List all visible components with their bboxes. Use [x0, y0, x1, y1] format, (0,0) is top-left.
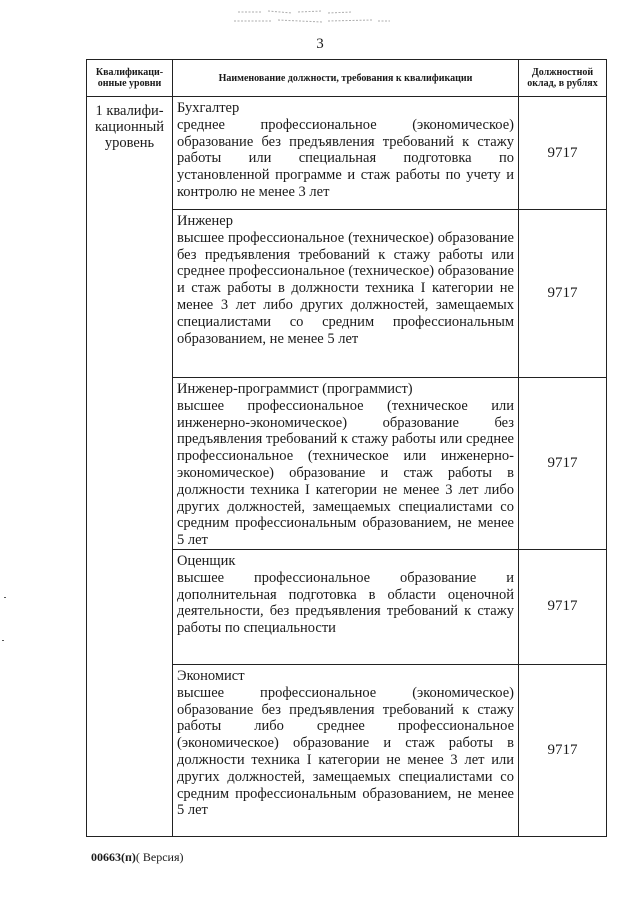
- position-title: Оценщик: [177, 552, 236, 569]
- position-cell: [173, 549, 519, 664]
- qualification-level-cell: 1 квалифи-кационный уровень: [87, 97, 173, 837]
- salary-cell: 9717: [519, 97, 607, 210]
- position-requirements: высшее профессиональное образование и дополнительная подготовка в области оценочной деятельности, без предъявления требований к стажу работы по специальности: [177, 569, 514, 637]
- document-code: 00663(п): [91, 850, 136, 864]
- document-version: ( Версия): [135, 850, 184, 864]
- position-title: Экономист: [177, 667, 245, 684]
- qualification-table: [86, 59, 607, 837]
- blurred-stamp-header: [232, 4, 392, 26]
- position-cell: [173, 664, 519, 836]
- position-title: Инженер: [177, 213, 233, 229]
- position-title: Инженер-программист (программист): [177, 381, 413, 397]
- position-cell: [173, 378, 519, 550]
- position-title: Бухгалтер: [177, 100, 240, 116]
- document-footer: [91, 850, 184, 865]
- salary-cell: 9717: [519, 664, 607, 836]
- table-header-row: [87, 60, 607, 97]
- table-row: [87, 97, 607, 210]
- position-requirements: высшее профессиональное (экономическое) образование без предъявления требований к стажу работы либо среднее профессиональное (экономическое) образование и стаж работы в должности техника I категории не менее 3 лет или других должностей, замещаемых специалистами со средним профессиональным образованием, не менее 5 лет: [177, 684, 514, 819]
- header-position: Наименование должности, требования к квалификации: [173, 60, 519, 97]
- header-level: Квалификаци-онные уровни: [87, 60, 173, 97]
- page-number: 3: [316, 36, 324, 52]
- position-requirements: высшее профессиональное (техническое) образование без предъявления требований к стажу работы или среднее профессиональное (техническое) образование и стаж работы в должности техника I категории не менее 3 лет либо других должностей, замещаемых специалистами со средним профессиональным образованием, не менее 5 лет: [177, 229, 514, 347]
- position-cell: [173, 97, 519, 210]
- salary-cell: 9717: [519, 210, 607, 378]
- header-salary: Должностной оклад, в рублях: [519, 60, 607, 97]
- salary-cell: 9717: [519, 378, 607, 550]
- position-requirements: среднее профессиональное (экономическое) образование без предъявления требований к стажу работы или специальная подготовка по установленной программе и стаж работы по учету и контролю не менее 3 лет: [177, 116, 514, 200]
- salary-cell: 9717: [519, 549, 607, 664]
- position-requirements: высшее профессиональное (техническое или инженерно-экономическое) образование без предъявления требований к стажу работы или среднее профессиональное (техническое или инженерно-экономическое) образование и стаж работы в должности техника I категории не менее 3 лет либо других должностей, замещаемых специалистами со средним профессиональным образованием, не менее 5 лет: [177, 397, 514, 549]
- position-cell: [173, 210, 519, 378]
- margin-dot: [2, 640, 4, 641]
- margin-dot: [4, 597, 6, 598]
